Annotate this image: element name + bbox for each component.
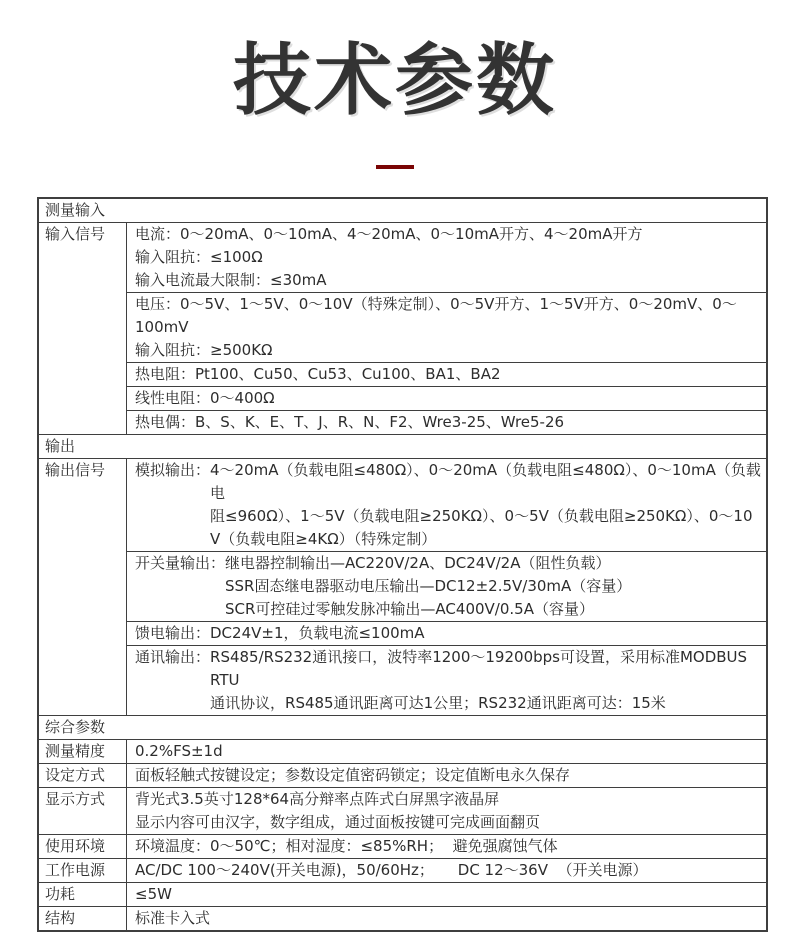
spec-row-label: 测量精度 [39,740,127,763]
title-underline-decoration [376,165,414,169]
spec-row-label: 结构 [39,907,127,930]
spec-row-content [127,907,766,930]
spec-text-line: 输入阻抗：≥500KΩ [135,340,273,359]
spec-item-lines [210,459,766,551]
section-header-row: 综合参数 [39,716,766,740]
spec-row [39,788,766,835]
spec-text-line: 热电阻：Pt100、Cu50、Cu53、Cu100、BA1、BA2 [135,364,501,383]
spec-text-line: 显示内容可由汉字，数字组成，通过面板按键可完成画面翻页 [135,812,541,831]
spec-item-label: 模拟输出： [135,460,211,479]
spec-text-line: 标准卡入式 [135,908,211,927]
spec-row [39,459,766,716]
spec-subrow [127,764,766,787]
spec-subrow [127,788,766,834]
spec-text-line: 输入阻抗：≤100Ω [135,247,263,266]
spec-text-line: 继电器控制输出—AC220V/2A、DC24V/2A（阻性负载） [225,553,611,572]
spec-text-line: 通讯协议，RS485通讯距离可达1公里；RS232通讯距离可达：15米 [210,693,666,712]
spec-subrow [127,622,766,646]
spec-text-line: 馈电输出：DC24V±1，负载电流≤100mA [135,623,425,642]
spec-row [39,859,766,883]
spec-row-label: 输入信号 [39,223,127,434]
spec-row [39,764,766,788]
spec-subrow [127,387,766,411]
spec-row [39,907,766,930]
spec-row-label: 输出信号 [39,459,127,715]
spec-text-line: 输入电流最大限制：≤30mA [135,270,327,289]
spec-subrow [127,552,766,622]
spec-row-label: 使用环境 [39,835,127,858]
spec-subrow [127,363,766,387]
spec-subrow [127,411,766,434]
spec-text-line: 线性电阻：0～400Ω [135,388,275,407]
spec-row-content [127,764,766,787]
spec-row-content [127,223,766,434]
spec-text-line: 阻≤960Ω）、1～5V（负载电阻≥250KΩ）、0～5V（负载电阻≥250KΩ）、0～10 [210,506,753,525]
section-header-row: 输出 [39,435,766,459]
spec-text-line: SSR固态继电器驱动电压输出—DC12±2.5V/30mA（容量） [225,576,632,595]
spec-subrow [127,223,766,293]
spec-table [37,197,768,932]
spec-row-label: 功耗 [39,883,127,906]
spec-row [39,223,766,435]
spec-text-line: AC/DC 100～240V(开关电源)，50/60Hz； DC 12～36V （开关电源） [135,860,648,879]
section-header-row: 测量输入 [39,199,766,223]
spec-text-line: V（负载电阻≥4KΩ）（特殊定制） [210,529,437,548]
spec-subrow [127,859,766,882]
spec-subrow [127,740,766,763]
spec-item-label: 通讯输出： [135,647,211,666]
spec-row-content [127,835,766,858]
spec-text-line: 4～20mA（负载电阻≤480Ω）、0～20mA（负载电阻≤480Ω）、0～10mA（负载电 [210,460,761,502]
spec-text-line: 面板轻触式按键设定；参数设定值密码锁定；设定值断电永久保存 [135,765,571,784]
spec-row [39,883,766,907]
spec-text-line: 背光式3.5英寸128*64高分辩率点阵式白屏黑字液晶屏 [135,789,500,808]
spec-row [39,740,766,764]
spec-item-lines [225,552,766,621]
spec-item-label: 开关量输出： [135,553,226,572]
spec-text-line: 环境温度：0～50℃；相对湿度：≤85%RH； 避免强腐蚀气体 [135,836,558,855]
spec-text-line: 电流：0～20mA、0～10mA、4～20mA、0～10mA开方、4～20mA开方 [135,224,643,243]
spec-text-line: 热电偶：B、S、K、E、T、J、R、N、F2、Wre3-25、Wre5-26 [135,412,565,431]
spec-row-label: 工作电源 [39,859,127,882]
spec-sheet-page [0,36,790,933]
spec-row-content [127,740,766,763]
spec-row [39,835,766,859]
spec-text-line: RS485/RS232通讯接口，波特率1200～19200bps可设置，采用标准MODBUS RTU [210,647,752,689]
spec-row-label: 设定方式 [39,764,127,787]
spec-row-label: 显示方式 [39,788,127,834]
spec-subrow [127,835,766,858]
spec-row-content [127,859,766,882]
spec-subrow [127,883,766,906]
spec-text-line: 0.2%FS±1d [135,741,223,760]
spec-subrow [127,459,766,552]
spec-row-content [127,883,766,906]
spec-row-content [127,459,766,715]
spec-text-line: 电压：0～5V、1～5V、0～10V（特殊定制）、0～5V开方、1～5V开方、0～20mV、0～100mV [135,294,737,336]
spec-text-line: ≤5W [135,884,172,903]
spec-subrow [127,907,766,930]
page-title: 技术参数 [232,36,557,126]
spec-subrow [127,646,766,715]
spec-item-lines [210,646,766,715]
spec-text-line: SCR可控硅过零触发脉冲输出—AC400V/0.5A（容量） [225,599,594,618]
spec-subrow [127,293,766,363]
spec-row-content [127,788,766,834]
